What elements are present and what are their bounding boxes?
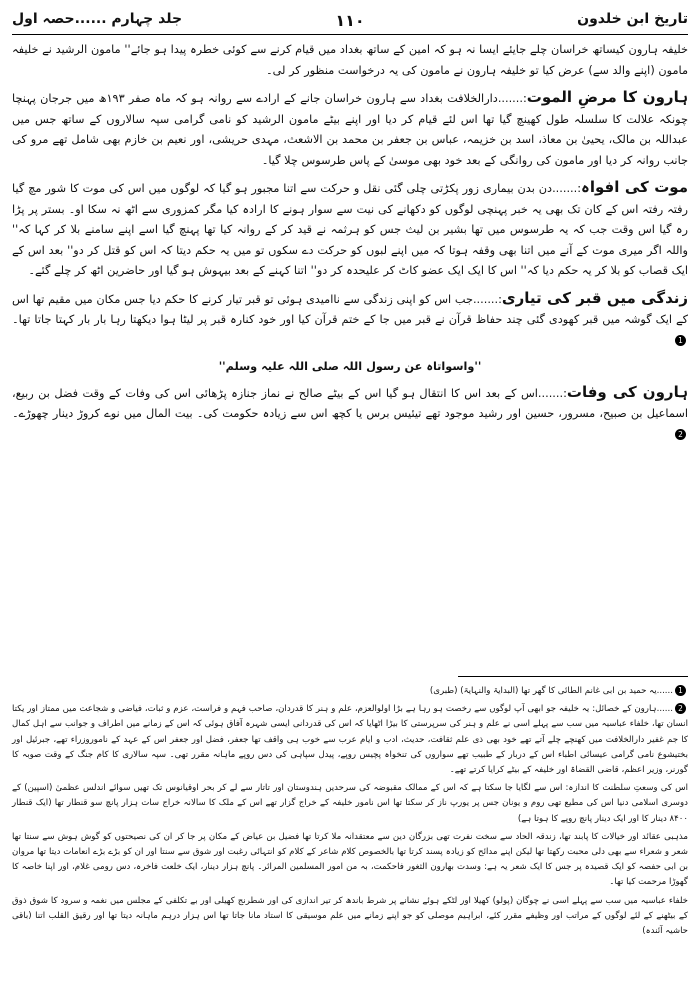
footnote-number: 1 (675, 685, 686, 696)
footnote-number: 2 (675, 703, 686, 714)
running-header (12, 8, 688, 35)
footnote-paragraph: مذہبی عقائد اور خیالات کا پابند تھا، زندقہ الحاد سے سخت نفرت تھی بزرگان دین سے معتقدانہ ملا کرتا تھا فضیل بن عیاض کے مکان پر جا کر ان کی نصیحتوں کو گوش ہوش سے سنتا تھا شعر و شعراء سے بھی دلی محبت رکھتا تھا لیکن اپنے مدائح کو زیادہ پسند کرتا تھا بالخصوص کلام شاعر کے کلام کو انتہائی رغبت اور شوق سے سنتا اور ان کو بڑے بڑے انعامات دیتا تھا مروان بن ابی حفصہ کو ایک قصیدہ پر جس کا ایک شعر یہ ہے: وسدت بھارون الثغور فاحکمت، بہ من امور المسلمین المرائر۔ پانچ ہزار دینار، ایک خلعت فاخرہ، دس رومی غلام، اور اپنا خاصہ کا گھوڑا مرحمت کیا تھا۔ (12, 831, 688, 888)
paragraph: زندگی میں قبر کی تیاری:.......جب اس کو اپنی زندگی سے ناامیدی ہوئی تو قبر تیار کرنے کا حکم دیا جس مکان میں مقیم تھا اس کے ایک گوشہ میں قبر کھودی گئی چند حفاظ قرآن نے قبر میں جا کے ختم قرآن کیا اور خود کنارہ قبر پر لیٹا ہوا دیکھتا رہا بار بار کہتا جاتا تھا۔1 (12, 288, 689, 345)
section-heading: ہارون کا مرضِ الموت (526, 88, 688, 106)
footnote-marker[interactable]: 2 (675, 429, 686, 440)
section-heading: زندگی میں قبر کی تیاری (501, 288, 689, 307)
document-page (12, 0, 688, 988)
footnote: 2......ہارون کے خصائل: یہ خلیفہ جو ابھی آپ لوگوں سے رخصت ہو رہا ہے بڑا اولوالعزم، علم و ہنر کا قدردان، صاحب فہم و فراست، عزم و ثبات، فیاضی و شجاعت میں ممتاز اور یکتا انسان تھا، خلفاء عباسیہ میں سب سے پہلے اسی نے علم و ہنر کی سرپرستی کا بیڑا اٹھایا کہ اس کی قدردانی ایسی شہرہ آفاق ہوئی کہ اس کے زمانے میں اطراف و جوانب سے اہل کمال کا جم غفیر دارالخلافت میں کھنچے چلے آتے تھے خود بھی ذی علم ثقافت، حدیث، ادب و ایام عرب سے خوب ہی واقف تھا جعفر، فضل اور جعفر اس کے عہد کے ناموروزراء تھے، جبرئیل اور بختیشوع نامی گرامی عیسائی اطباء اس کے دربار کے طبیب تھے سواروں کی تنخواہ پچیس روپے، پیدل سپاہی کی دس روپے ماہانہ مقرر تھی۔ سپہ سالاری کا کام جنگ کے وقت صوبہ کا گورنر، وزیر اعظم، قاضی القضاۃ اور خلیفہ کے بیٹے کرایا کرتے تھے۔ (12, 704, 688, 776)
footnote-divider (458, 676, 688, 677)
book-title: تاریخ ابن خلدون (577, 11, 688, 27)
paragraph: ہارون کا مرضِ الموت:.......دارالخلافت بغداد سے ہارون خراسان جانے کے ارادے سے روانہ ہو کہ ماہ صفر ۱۹۳ھ میں جرجان پہنچا چونکہ علالت کا سلسلہ طول کھینچ گیا تھا اس لئے قیام کر دیا اور اپنے بیٹے مامون الرشید کو نامی گرامی سپہ سالاروں کے ساتھ جس میں عبداللہ بن مالک، یحییٰ بن معاذ، اسد بن خزیمہ، عباس بن جعفر بن محمد بن الاشعث، مہدی حریشی، اور نعیم بن خازم بھی شامل تھے مرو کی جانب روانہ کر دیا اور مامون کی روانگی کے بعد خود بھی موسیٰ کے پاس طرسوس چلا گیا۔ (12, 88, 688, 167)
section-heading: ہارون کی وفات (566, 382, 688, 401)
paragraph: ہارون کی وفات:.......اس کے بعد اس کا انتقال ہو گیا اس کے بیٹے صالح نے نماز جنازہ پڑھائی اس کی وفات کے وقت فضل بن ربیع، اسماعیل بن صبیح، مسرور، حسین اور رشید موجود تھے تیئیس برس یا کچھ اس سے زیادہ حکومت کی۔ بیت المال میں نوے کروڑ دینار چھوڑے۔2 (12, 382, 688, 439)
section-heading: موت کی افواہ (581, 178, 688, 196)
footnote-marker[interactable]: 1 (675, 335, 686, 346)
quote: ''واسواتاہ عن رسول اللہ صلی اللہ علیہ وسلم'' (218, 360, 482, 373)
footnote-paragraph: اس کی وسعتِ سلطنت کا اندازہ: اس سے لگایا جا سکتا ہے کہ اس کے ممالک مقبوضہ کی سرحدیں ہندوستان اور تاتار سے لے کر بحر اوقیانوس تک تھیں سوائے اندلس عظمیٰ (اسپین) کے دوسری اسلامی دنیا اس کی مطیع تھی روم و یونان جس پر یورپ ناز کر سکتا تھا اس نامور خلیفہ کے خراج گزار تھے اس کے ملک کا سالانہ خراج سات ہزار پانچ سو قنطار تھا (ایک قنطار ۸۴۰۰ دینار کا اور ایک دینار پانچ روپے کا ہوتا ہے) (12, 783, 688, 824)
main-text (12, 40, 688, 451)
footnotes (12, 684, 688, 942)
paragraph: موت کی افواہ:.......دن بدن بیماری زور پکڑتی چلی گئی نقل و حرکت سے اتنا مجبور ہو گیا کہ لوگوں میں اس کی موت کا شور مچ گیا رفتہ رفتہ اس کے کان تک بھی یہ خبر پہنچی لوگوں کو دکھانے کی نیت سے سوار ہونے کا ارادہ کیا مگر کمزوری سے اٹھ نہ سکا او۔ بستر پر پڑا رہ گیا اس وقت جب کہ یہ طرسوس میں تھا بشیر بن لیث جس کو ہرثمہ نے قید کر کے روانہ کیا تھا پہنچ گیا اسے اپنے سامنے بلا کر کہا کہ'' واللہ اگر میری موت کے آنے میں اتنا بھی وقفہ ہوتا کہ میں اپنے لبوں کو حرکت دے سکوں تو میں یہ حکم دیتا کہ اس کو قتل کر دو'' بعد اس کے ایک قصاب کو بلا کر یہ حکم دیا کہ'' اس کا ایک ایک عضو کاٹ کر علیحدہ کر دو'' اتنا کہنے کے بعد بیہوش ہو گیا اور حاضرین اٹھ کر چلے گئے۔ (12, 178, 688, 277)
footnote-paragraph: خلفاء عباسیہ میں سب سے پہلے اسی نے چوگان (پولو) کھیلا اور لٹکے ہوئے نشانے پر شرط باندھ کر تیر اندازی کی اور شطرنج کھیلی اور بے تکلفی کے مجلس میں نغمہ و سرود کا شوق ذوق کے بیٹھنے کے لئے لوگوں کے مراتب اور وظیفے مقرر کئے، ابراہیم موصلی کو جو اپنے زمانے میں علم موسیقی کا استاد مانا جاتا تھا اس ہزار درہم ماہانہ دیتا تھا اور رقیق القلب اتنا (باقی حاشیہ آئندہ) (12, 895, 688, 937)
footnote: 1......یہ حمید بن ابی غانم الطائی کا گھر تھا (البدایۃ والنہایۃ) (طبری) (12, 684, 688, 699)
volume-label: جلد چہارم ......حصہ اول (12, 11, 183, 27)
page-number: ۱۱۰ (335, 11, 365, 30)
paragraph: خلیفہ ہارون کیساتھ خراسان چلے جایئے ایسا نہ ہو کہ امین کے ساتھ بغداد میں قیام کرنے سے کوئی خطرہ پیدا ہو جائے'' مامون الرشید نے خلیفہ مامون (اپنے والد سے) عرض کیا تو خلیفہ ہارون نے مامون کی یہ درخواست منظور کر لی۔ (12, 43, 688, 77)
